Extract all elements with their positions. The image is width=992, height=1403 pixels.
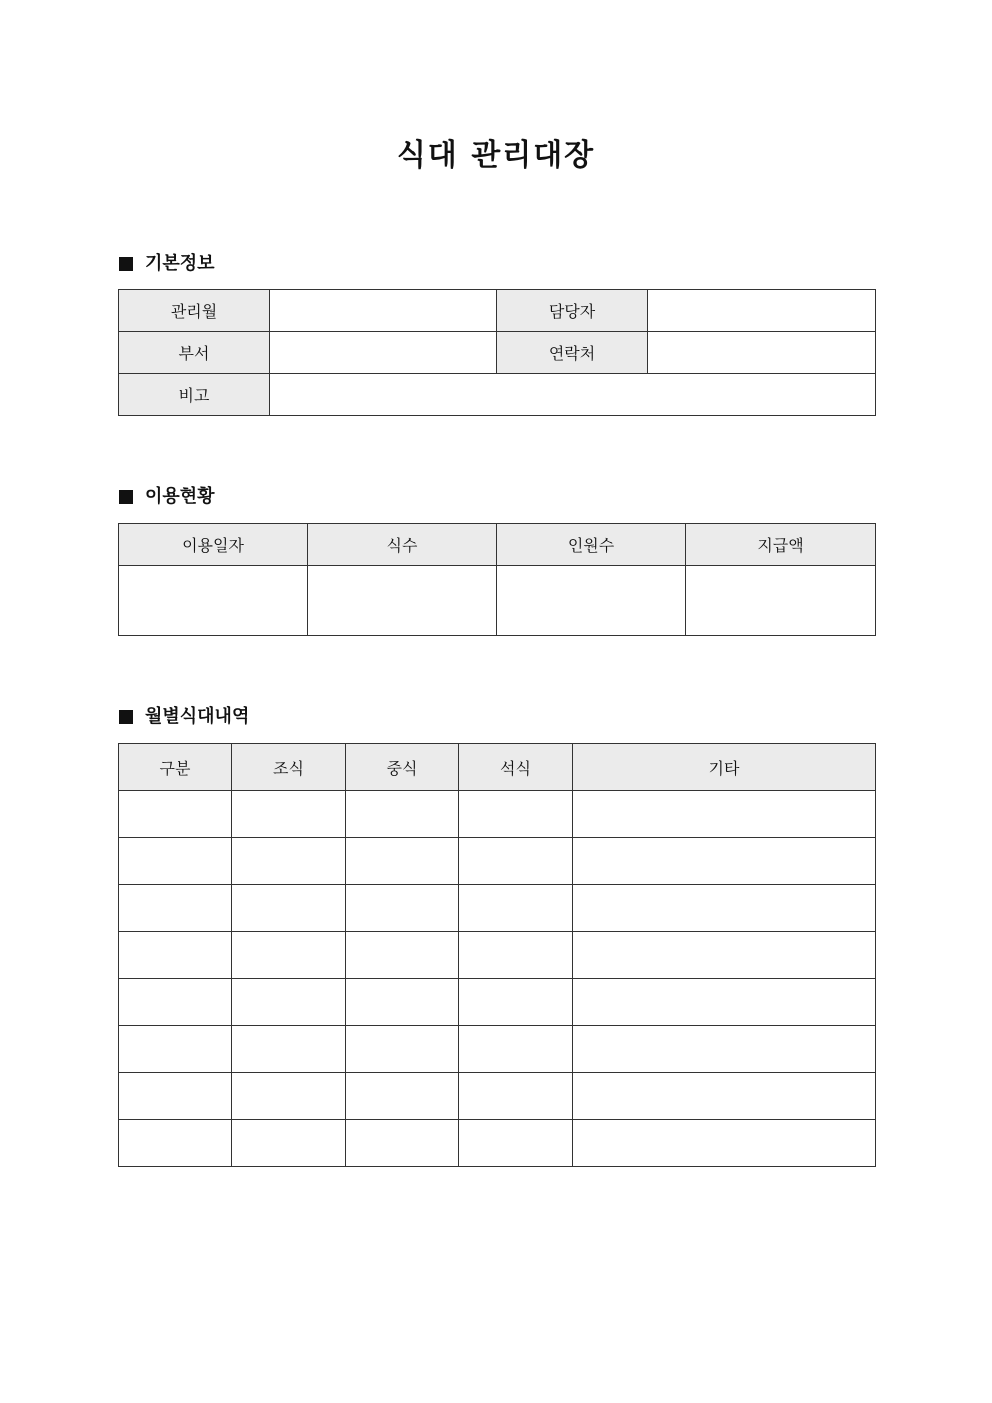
column-header-category: 구분 xyxy=(119,744,232,791)
table-cell[interactable] xyxy=(232,885,346,932)
table-row xyxy=(119,1026,876,1073)
table-cell[interactable] xyxy=(346,1120,459,1167)
label-month: 관리월 xyxy=(119,290,270,332)
column-header-meals: 식수 xyxy=(308,524,497,566)
table-row xyxy=(119,374,876,416)
table-cell[interactable] xyxy=(119,885,232,932)
table-row xyxy=(119,979,876,1026)
table-cell[interactable] xyxy=(119,791,232,838)
table-header-row xyxy=(119,524,876,566)
table-cell[interactable] xyxy=(346,885,459,932)
column-header-breakfast: 조식 xyxy=(232,744,346,791)
table-cell[interactable] xyxy=(232,932,346,979)
usage-heading-text: 이용현황 xyxy=(145,486,215,507)
table-cell[interactable] xyxy=(346,838,459,885)
table-cell[interactable] xyxy=(573,1120,876,1167)
column-header-other: 기타 xyxy=(573,744,876,791)
usage-heading xyxy=(119,485,215,509)
table-cell[interactable] xyxy=(459,885,573,932)
column-header-lunch: 중식 xyxy=(346,744,459,791)
basic-info-heading xyxy=(119,252,215,276)
basic-info-heading-text: 기본정보 xyxy=(145,253,215,274)
label-remarks: 비고 xyxy=(119,374,270,416)
table-header-row xyxy=(119,744,876,791)
table-cell[interactable] xyxy=(459,1073,573,1120)
table-cell[interactable] xyxy=(573,791,876,838)
table-cell[interactable] xyxy=(459,791,573,838)
table-row xyxy=(119,332,876,374)
table-cell[interactable] xyxy=(232,1026,346,1073)
label-manager: 담당자 xyxy=(497,290,648,332)
table-row xyxy=(119,885,876,932)
table-cell[interactable] xyxy=(573,1073,876,1120)
square-bullet-icon xyxy=(119,490,133,504)
monthly-heading-text: 월별식대내역 xyxy=(145,706,250,727)
table-cell[interactable] xyxy=(459,1026,573,1073)
table-cell[interactable] xyxy=(119,1073,232,1120)
usage-table xyxy=(118,523,876,636)
column-header-people: 인원수 xyxy=(497,524,686,566)
table-cell[interactable] xyxy=(573,838,876,885)
label-department: 부서 xyxy=(119,332,270,374)
table-row xyxy=(119,290,876,332)
monthly-table xyxy=(118,743,876,1167)
table-cell[interactable] xyxy=(119,1120,232,1167)
value-manager[interactable] xyxy=(648,290,876,332)
table-cell[interactable] xyxy=(232,838,346,885)
table-cell[interactable] xyxy=(232,791,346,838)
table-cell[interactable] xyxy=(119,566,308,636)
table-cell[interactable] xyxy=(308,566,497,636)
column-header-dinner: 석식 xyxy=(459,744,573,791)
column-header-date: 이용일자 xyxy=(119,524,308,566)
table-cell[interactable] xyxy=(119,1026,232,1073)
value-month[interactable] xyxy=(270,290,497,332)
table-cell[interactable] xyxy=(346,932,459,979)
basic-info-table xyxy=(118,289,876,416)
table-cell[interactable] xyxy=(119,838,232,885)
table-cell[interactable] xyxy=(459,1120,573,1167)
table-row xyxy=(119,1073,876,1120)
table-cell[interactable] xyxy=(232,1073,346,1120)
monthly-heading xyxy=(119,705,249,729)
table-cell[interactable] xyxy=(119,979,232,1026)
label-contact: 연락처 xyxy=(497,332,648,374)
table-cell[interactable] xyxy=(232,979,346,1026)
table-cell[interactable] xyxy=(459,979,573,1026)
table-cell[interactable] xyxy=(573,885,876,932)
square-bullet-icon xyxy=(119,710,133,724)
value-department[interactable] xyxy=(270,332,497,374)
table-cell[interactable] xyxy=(346,791,459,838)
table-cell[interactable] xyxy=(346,979,459,1026)
table-cell[interactable] xyxy=(497,566,686,636)
table-cell[interactable] xyxy=(573,932,876,979)
table-cell[interactable] xyxy=(573,1026,876,1073)
table-row xyxy=(119,566,876,636)
value-remarks[interactable] xyxy=(270,374,876,416)
table-cell[interactable] xyxy=(119,932,232,979)
table-row xyxy=(119,838,876,885)
column-header-amount: 지급액 xyxy=(686,524,876,566)
square-bullet-icon xyxy=(119,257,133,271)
document-title: 식대 관리대장 xyxy=(396,138,596,173)
table-cell[interactable] xyxy=(459,932,573,979)
table-cell[interactable] xyxy=(573,979,876,1026)
table-row xyxy=(119,1120,876,1167)
table-cell[interactable] xyxy=(232,1120,346,1167)
value-contact[interactable] xyxy=(648,332,876,374)
table-row xyxy=(119,932,876,979)
table-cell[interactable] xyxy=(346,1073,459,1120)
table-cell[interactable] xyxy=(686,566,876,636)
table-cell[interactable] xyxy=(346,1026,459,1073)
table-cell[interactable] xyxy=(459,838,573,885)
table-row xyxy=(119,791,876,838)
